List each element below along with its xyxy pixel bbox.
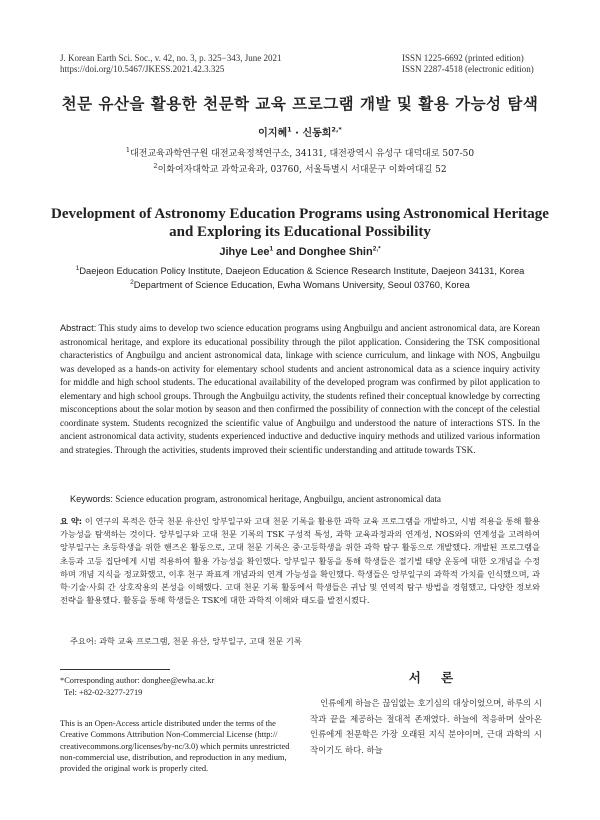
keywords — [70, 493, 540, 506]
english-title: Development of Astronomy Education Programs using Astronomical Heritage and Exploring its Educational Possibility — [51, 206, 549, 240]
korean-affiliation-1 — [0, 146, 600, 159]
korean-title: 천문 유산을 활용한 천문학 교육 프로그램 개발 및 활용 가능성 탐색 — [61, 95, 539, 113]
english-author-1-sup: 1 — [269, 245, 274, 253]
english-aff2-sup: 2 — [130, 278, 134, 286]
english-aff1-sup: 1 — [75, 264, 80, 272]
english-affiliation-2 — [0, 280, 600, 290]
korean-aff2-text: 이화여자대학교 과학교육과, 03760, 서울특별시 서대문구 이화여대길 52 — [157, 165, 447, 175]
abstract — [60, 322, 540, 457]
license-note: This is an Open-Access article distributed under the terms of the Creative Commons Attribution Non-Commercial License (http:// creativecommons.org/licenses/by-nc/3.0) which permits unrestricted non-commercial use, distribution, and reproduction in any medium, provided the original work is properly cited. — [60, 719, 290, 774]
abstract-label: Abstract: — [60, 323, 97, 333]
author-separator: · — [291, 128, 303, 139]
introduction-text: 인류에게 하늘은 끊임없는 호기심의 대상이었으며, 하루의 시작과 끝을 제공하는 절대적 존재였다. 하늘에 적응하며 살아온 인류에게 천문학은 가장 오래된 지식 분야이며, 근대 과학의 시작이기도 하다. 하늘 — [310, 698, 542, 755]
korean-authors — [0, 124, 600, 139]
korean-keywords — [70, 636, 540, 647]
korean-author-2-sup: 2,* — [331, 125, 342, 134]
section-title-introduction: 서 론 — [408, 670, 462, 685]
korean-abstract-text: 이 연구의 목적은 한국 천문 유산인 앙부일구와 고대 천문 기록을 활용한 과학 교육 프로그램을 개발하고, 시범 적용을 통해 활용 가능성을 탐색하는 것이다. 앙부일구와 고대 천문 기록의 TSK 구성적 특성, 과학 교육과정과의 연계성, NOS와의 연계성을 고려하여 앙부일구는 초등학생을 위한 핸즈온 활동으로, 고대 천문 기록은 중·고등학생을 위한 과학 탐구 활동으로 개발했다. 개발된 프로그램을 초등과 고등 집단에게 시범 적용하여 활용 가능성을 확인했다. 앙부일구 활동을 통해 학생들은 절기별 태양 운동에 대한 오개념을 수정하며 개념 지식을 정교화했고, 이후 천구 좌표계 개념과의 연계 가능성을 확인했다. 학생들은 앙부일구의 과학적 가치를 인식했으며, 과학·기술·사회 간 상호작용의 본성을 이해했다. 고대 천문 기록 활동에서 학생들은 귀납 및 연역적 탐구 방법을 경험했고, 다양한 정보와 전략을 활용했다. 활동을 통해 학생들은 TSK에 대한 과학적 이해와 태도를 발전시켰다. — [60, 516, 540, 606]
korean-abstract-label: 요 약: — [60, 516, 83, 526]
corresponding-author[interactable]: *Corresponding author: donghee@ewha.ac.kr — [60, 676, 215, 685]
english-aff2-text: Department of Science Education, Ewha Womans University, Seoul 03760, Korea — [133, 280, 470, 290]
english-author-2-sup: 2,* — [372, 245, 381, 253]
corresponding-tel: Tel: +82-02-3277-2719 — [64, 688, 143, 697]
english-author-2: Donghee Shin — [298, 246, 373, 258]
doi-link[interactable]: https://doi.org/10.5467/JKESS.2021.42.3.325 — [60, 64, 225, 74]
korean-keywords-label: 주요어: — [70, 636, 97, 646]
english-affiliation-1 — [0, 266, 600, 276]
korean-aff1-sup: 1 — [125, 146, 131, 154]
issn-electronic: ISSN 2287-4518 (electronic edition) — [402, 64, 534, 74]
korean-abstract — [60, 515, 540, 607]
korean-author-2: 신동희 — [302, 128, 332, 139]
korean-affiliation-2 — [0, 162, 600, 175]
korean-author-1-sup: 1 — [287, 125, 292, 134]
issn-print: ISSN 1225-6692 (printed edition) — [402, 53, 524, 63]
english-aff1-text: Daejeon Education Policy Institute, Daejeon Education & Science Research Institute, Daejeon 34131, Korea — [79, 266, 525, 276]
english-authors — [0, 246, 600, 258]
english-author-1: Jihye Lee — [219, 246, 270, 258]
keywords-label: Keywords: — [70, 494, 113, 504]
journal-citation — [60, 53, 281, 75]
author-and: and — [273, 246, 299, 258]
issn-block — [402, 53, 534, 75]
korean-author-1: 이지혜 — [258, 128, 288, 139]
keywords-text: Science education program, astronomical heritage, Angbuilgu, ancient astronomical data — [115, 494, 441, 504]
footnote-rule — [60, 669, 170, 670]
abstract-text: This study aims to develop two science education programs using Angbuilgu and ancient astronomical data, are Korean astronomical heritage, and explore its educational possibility through the pilot application. Considering the TSK compositional characteristics of Angbuilgu and ancient astronomical data, linkage with science curriculum, and linkage with NOS, Angbuilgu was developed as a hands-on activity for elementary school students and ancient astronomical data as a science inquiry activity for middle and high school students. The educational availability of the developed program was confirmed by pilot application to elementary and high school groups. Through the Angbuilgu activity, the students refined their conceptual knowledge by correcting misconceptions about the solar motion by season and then confirmed the possibility of connection with the concept of the celestial coordinate system. Students recognized the scientific value of Angbuilgu and understood the nature of interactions STS. In the ancient astronomical data activity, students experienced inductive and deductive inquiry methods and utilized various information and strategies. Through the activities, students improved their scientific understanding and attitude towards TSK. — [60, 323, 540, 455]
journal-line: J. Korean Earth Sci. Soc., v. 42, no. 3, p. 325−343, June 2021 — [60, 53, 282, 63]
korean-aff2-sup: 2 — [153, 162, 158, 170]
korean-aff1-text: 대전교육과학연구원 대전교육정책연구소, 34131, 대전광역시 유성구 대덕대로 507-50 — [130, 149, 475, 159]
korean-keywords-text: 과학 교육 프로그램, 천문 유산, 앙부일구, 고대 천문 기록 — [99, 636, 302, 646]
